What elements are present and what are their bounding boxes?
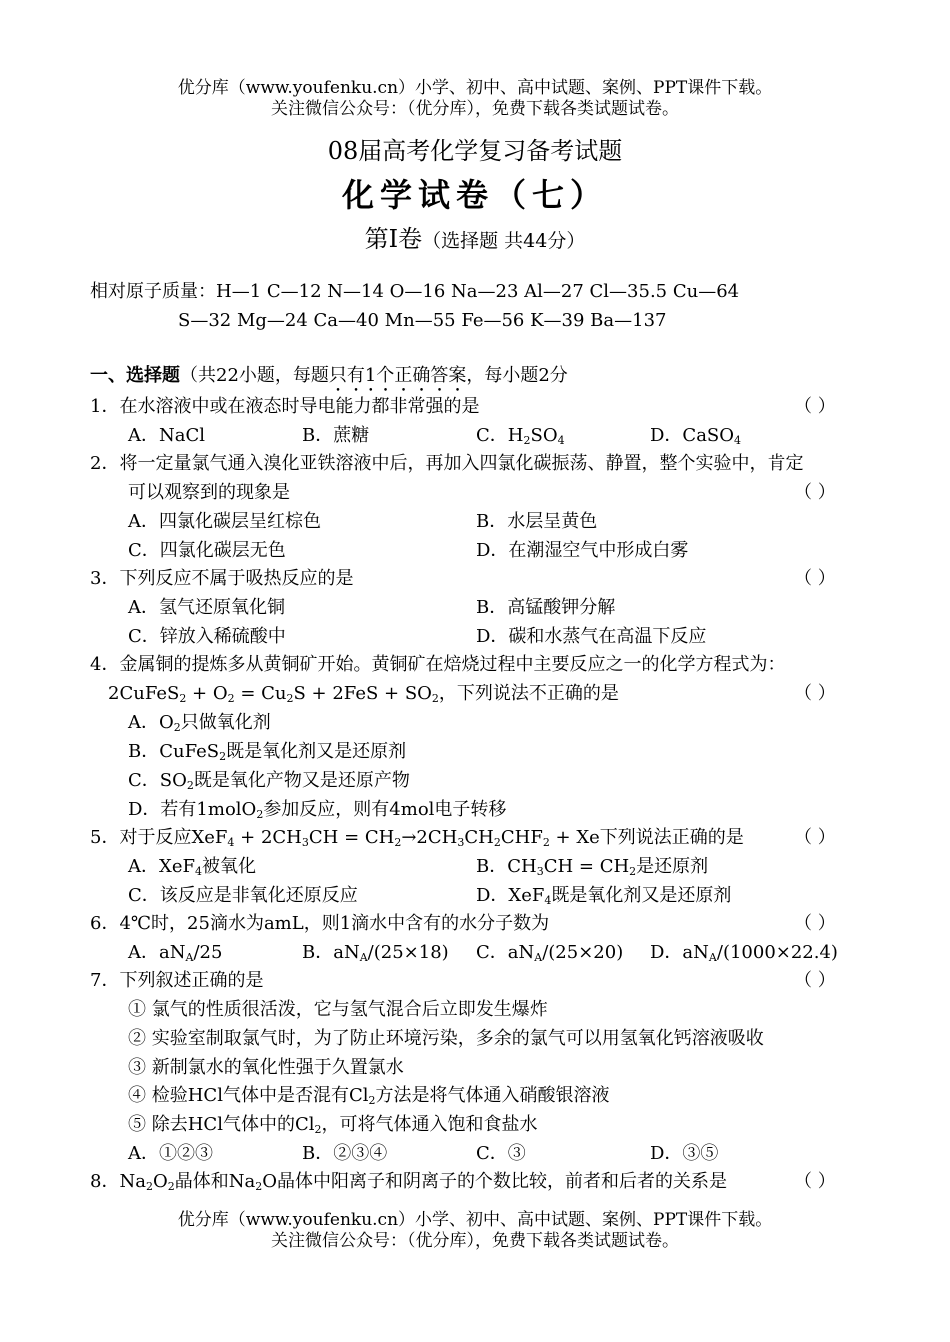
section-pre: （共22小题，每题 [180, 365, 329, 386]
question-6 [0, 909, 950, 938]
q4-option-c-line [0, 766, 950, 795]
answer-paren[interactable]: （ ） [794, 482, 836, 503]
question-2 [0, 449, 950, 478]
q6-option-b[interactable]: B．$aN_A/(25\times 18)$ [302, 942, 449, 964]
q2-option-c[interactable]: C．四氯化碳层无色 [128, 540, 286, 561]
exam-title: 08届高考化学复习备考试题 [327, 137, 623, 165]
q7-statement-5-text: ⑤ 除去HCl气体中的$Cl_2$，可将气体通入饱和食盐水 [128, 1114, 538, 1136]
q3-option-b[interactable]: B．高锰酸钾分解 [476, 597, 616, 618]
q2-option-a[interactable]: A．四氯化碳层呈红棕色 [128, 511, 321, 532]
atomic-mass-text-2: S—32 Mg—24 Ca—40 Mn—55 Fe—56 K—39 Ba—137 [178, 310, 667, 331]
q6-option-c[interactable]: C．$aN_A/(25\times 20)$ [476, 942, 624, 964]
q6-options [0, 938, 950, 967]
q7-statement-4 [0, 1081, 950, 1110]
q4-option-c[interactable]: C．$SO_2$既是氧化产物又是还原产物 [128, 770, 410, 792]
part-note: （选择题 共44分） [422, 230, 586, 252]
question-1 [0, 392, 950, 421]
question-7 [0, 966, 950, 995]
q5-option-d[interactable]: D．XeF$_4$既是氧化剂又是还原剂 [476, 885, 732, 907]
header-line-2: 关注微信公众号：（优分库），免费下载各类试题试卷。 [271, 99, 679, 119]
q6-stem: 6．4℃时，25滴水为amL，则1滴水中含有的水分子数为 [90, 913, 550, 934]
q5-option-b[interactable]: B．$CH_3CH = CH_2$是还原剂 [476, 856, 709, 878]
q1-stem: 1．在水溶液中或在液态时导电能力都非常强的是 [90, 396, 480, 417]
q4-option-d-line [0, 795, 950, 824]
q4-option-b[interactable]: B．CuFeS$_2$既是氧化剂又是还原剂 [128, 741, 407, 763]
atomic-mass-line-1 [0, 277, 950, 306]
q2-option-b[interactable]: B．水层呈黄色 [476, 511, 598, 532]
q4-equation: 2CuFeS$_2$ + $O_2 = Cu_2S + 2FeS + SO_2$，下列说法不正确的是 [108, 683, 619, 705]
q3-option-a[interactable]: A．氢气还原氧化铜 [128, 597, 285, 618]
q4-option-d[interactable]: D．若有1molO$_2$参加反应，则有4mol电子转移 [128, 799, 507, 821]
q7-option-d[interactable]: D．③⑤ [650, 1143, 719, 1164]
answer-paren[interactable]: （ ） [794, 683, 836, 704]
q4-option-a[interactable]: A．$O_2$只做氧化剂 [128, 712, 271, 734]
q7-statement-3-text: ③ 新制氯水的氧化性强于久置氯水 [128, 1057, 404, 1078]
q7-stem: 7．下列叙述正确的是 [90, 970, 264, 991]
q7-option-b[interactable]: B．②③④ [302, 1143, 388, 1164]
section-emphasis: 只有1个正确答案 [328, 365, 467, 386]
q1-option-a[interactable]: A．NaCl [128, 425, 206, 446]
q3-options-cd [0, 622, 950, 651]
q7-statement-1-text: ① 氯气的性质很活泼，它与氢气混合后立即发生爆炸 [128, 999, 548, 1020]
q1-option-b[interactable]: B．蔗糖 [302, 425, 370, 446]
q2-stem-2: 可以观察到的现象是 [128, 482, 290, 503]
atomic-mass-text-1: 相对原子质量：H—1 C—12 N—14 O—16 Na—23 Al—27 Cl—35.5 Cu—64 [90, 281, 740, 302]
part-label: 第Ⅰ卷 [364, 225, 423, 253]
question-3 [0, 564, 950, 593]
q1-option-d[interactable]: D．CaSO$_4$ [650, 425, 742, 447]
answer-paren[interactable]: （ ） [794, 913, 836, 934]
q7-statement-2 [0, 1024, 950, 1053]
q5-option-c[interactable]: C．该反应是非氧化还原反应 [128, 885, 358, 906]
q3-option-d[interactable]: D．碳和水蒸气在高温下反应 [476, 626, 707, 647]
q4-equation-line [0, 679, 950, 708]
answer-paren[interactable]: （ ） [794, 970, 836, 991]
q2-stem-1: 2．将一定量氯气通入溴化亚铁溶液中后，再加入四氯化碳振荡、静置，整个实验中，肯定 [90, 453, 804, 474]
part-title [0, 219, 950, 254]
q7-statement-4-text: ④ 检验HCl气体中是否混有$Cl_2$方法是将气体通入硝酸银溶液 [128, 1085, 610, 1107]
exam-subtitle: 化学试卷（七） [341, 176, 608, 214]
q5-options-ab [0, 852, 950, 881]
q5-options-cd [0, 881, 950, 910]
section-post: ，每小题2分 [466, 365, 568, 386]
q5-option-a[interactable]: A．XeF$_4$被氧化 [128, 856, 256, 878]
q4-option-a-line [0, 708, 950, 737]
footer-line-2: 关注微信公众号：（优分库），免费下载各类试题试卷。 [271, 1231, 679, 1251]
q1-options [0, 421, 950, 450]
q6-option-a[interactable]: A．$aN_A/25$ [128, 942, 223, 964]
q6-option-d[interactable]: D．$aN_A/(1000\times 22.4)$ [650, 942, 838, 964]
section-label: 一、选择题 [90, 365, 180, 386]
q7-statement-1 [0, 995, 950, 1024]
q7-options [0, 1139, 950, 1168]
footer-line-1: 优分库（www.youfenku.cn）小学、初中、高中试题、案例、PPT课件下载。 [177, 1210, 773, 1230]
q2-options-ab [0, 507, 950, 536]
q3-stem: 3．下列反应不属于吸热反应的是 [90, 568, 354, 589]
q7-statement-5 [0, 1110, 950, 1139]
q1-option-c[interactable]: C．$H_2SO_4$ [476, 425, 565, 447]
q2-options-cd [0, 536, 950, 565]
q7-statement-2-text: ② 实验室制取氯气时，为了防止环境污染，多余的氯气可以用氢氧化钙溶液吸收 [128, 1028, 764, 1049]
section-text [90, 361, 568, 396]
question-2-cont [0, 478, 950, 507]
answer-paren[interactable]: （ ） [794, 1171, 836, 1192]
q7-option-a[interactable]: A．①②③ [128, 1143, 213, 1164]
q3-option-c[interactable]: C．锌放入稀硫酸中 [128, 626, 286, 647]
q8-stem: 8．$Na_2O_2$晶体和$Na_2O$晶体中阳离子和阴离子的个数比较，前者和后者的关系是 [90, 1171, 727, 1193]
question-8 [0, 1167, 950, 1196]
section-heading [0, 361, 950, 390]
q7-statement-3 [0, 1053, 950, 1082]
q5-stem: 5．对于反应$XeF_4 + 2CH_3CH = CH_2\to 2CH_3CH_2CHF_2 + Xe$下列说法正确的是 [90, 827, 744, 849]
header-line-1: 优分库（www.youfenku.cn）小学、初中、高中试题、案例、PPT课件下载。 [177, 78, 773, 98]
answer-paren[interactable]: （ ） [794, 568, 836, 589]
question-4 [0, 650, 950, 679]
answer-paren[interactable]: （ ） [794, 827, 836, 848]
q4-option-b-line [0, 737, 950, 766]
q4-stem-1: 4．金属铜的提炼多从黄铜矿开始。黄铜矿在焙烧过程中主要反应之一的化学方程式为： [90, 654, 786, 675]
atomic-mass-line-2 [0, 306, 950, 335]
q7-option-c[interactable]: C．③ [476, 1143, 526, 1164]
answer-paren[interactable]: （ ） [794, 396, 836, 417]
question-5 [0, 823, 950, 852]
q3-options-ab [0, 593, 950, 622]
q2-option-d[interactable]: D．在潮湿空气中形成白雾 [476, 540, 689, 561]
